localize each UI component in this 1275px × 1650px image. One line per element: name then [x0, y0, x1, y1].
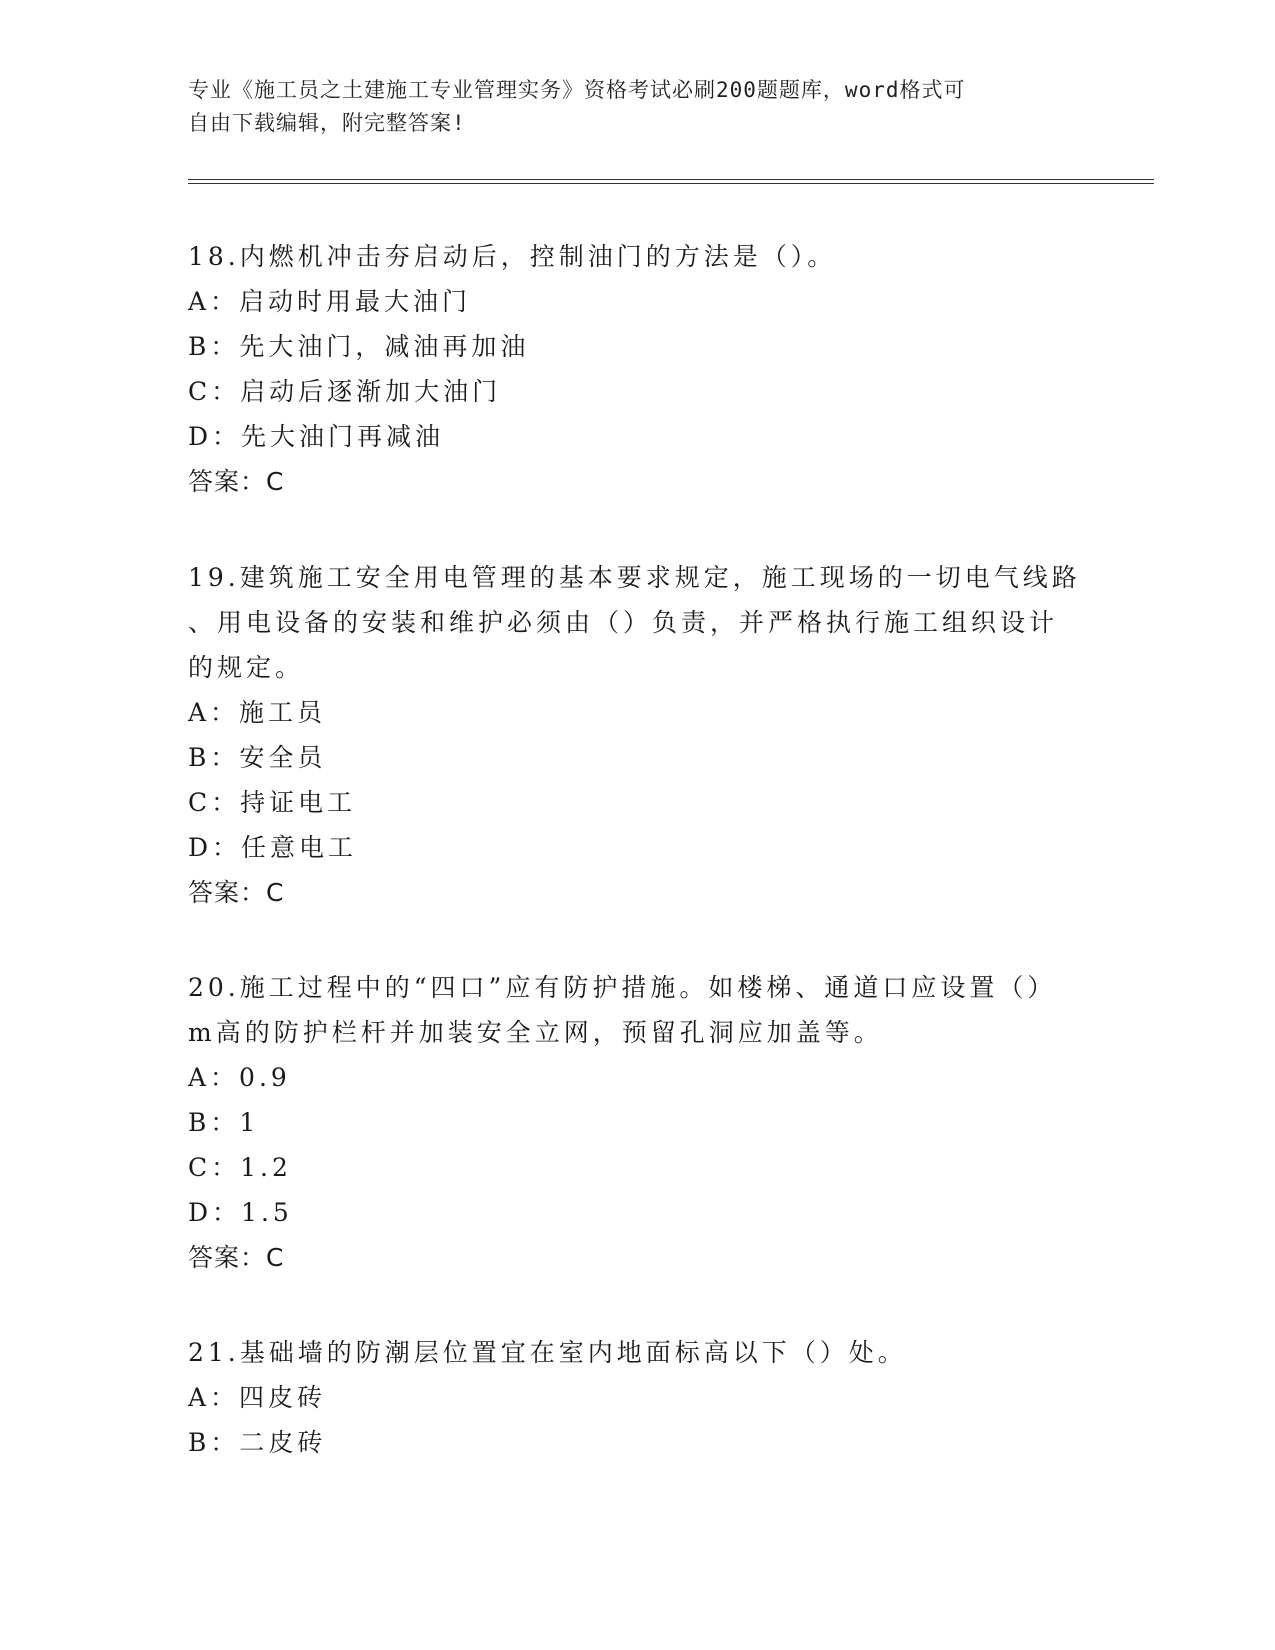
header-divider-top	[188, 179, 1154, 180]
option-b: B：先大油门，减油再加油	[188, 332, 530, 361]
answer: 答案：C	[188, 1243, 285, 1272]
answer: 答案：C	[188, 878, 285, 907]
question-stem: 、用电设备的安装和维护必须由（）负责，并严格执行施工组织设计	[188, 608, 1059, 637]
question-20	[188, 965, 1088, 1280]
option-a: A：四皮砖	[188, 1383, 327, 1412]
question-stem: 的规定。	[188, 653, 305, 682]
question-21	[188, 1330, 1088, 1465]
header-line-1: 专业《施工员之土建施工专业管理实务》资格考试必刷200题题库，word格式可	[188, 78, 966, 102]
question-stem: m高的防护栏杆并加装安全立网，预留孔洞应加盖等。	[188, 1018, 883, 1047]
question-stem: 21.基础墙的防潮层位置宜在室内地面标高以下（）处。	[188, 1338, 907, 1367]
header-divider-bottom	[188, 183, 1154, 184]
option-b: B：1	[188, 1108, 260, 1137]
option-a: A：0.9	[188, 1063, 291, 1092]
option-a: A：启动时用最大油门	[188, 287, 472, 316]
option-d: D：任意电工	[188, 833, 358, 862]
document-header	[188, 74, 1068, 140]
question-19	[188, 555, 1088, 915]
question-stem: 19.建筑施工安全用电管理的基本要求规定，施工现场的一切电气线路	[188, 563, 1081, 592]
header-line-2: 自由下载编辑，附完整答案!	[188, 111, 466, 135]
option-c: C：持证电工	[188, 788, 357, 817]
question-stem: 18.内燃机冲击夯启动后，控制油门的方法是（）。	[188, 242, 837, 271]
option-c: C：启动后逐渐加大油门	[188, 377, 502, 406]
option-b: B：安全员	[188, 743, 327, 772]
option-d: D：先大油门再减油	[188, 422, 445, 451]
question-stem: 20.施工过程中的“四口”应有防护措施。如楼梯、通道口应设置（）	[188, 973, 1057, 1002]
question-18	[188, 234, 1088, 504]
answer: 答案：C	[188, 467, 285, 496]
option-c: C：1.2	[188, 1153, 292, 1182]
option-d: D：1.5	[188, 1198, 293, 1227]
option-a: A：施工员	[188, 698, 327, 727]
option-b: B：二皮砖	[188, 1428, 327, 1457]
